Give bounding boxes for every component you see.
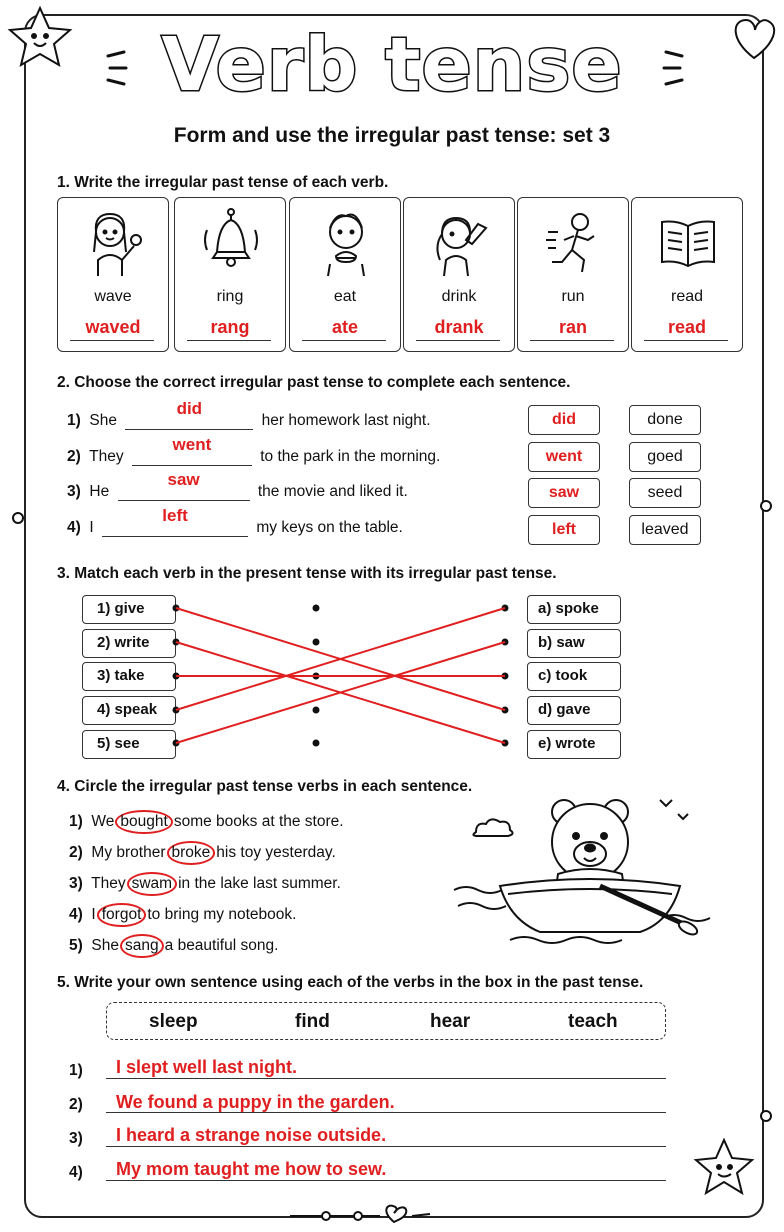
sentence bbox=[69, 810, 344, 834]
sentence-start: He bbox=[89, 483, 110, 500]
circled-verb[interactable]: bought bbox=[115, 810, 172, 834]
option-box[interactable]: done bbox=[629, 405, 701, 435]
sentence bbox=[69, 934, 278, 958]
past-verb-box[interactable]: d) gave bbox=[527, 696, 621, 725]
sentence-number: 2) bbox=[69, 844, 83, 861]
present-verb-box[interactable]: 1) give bbox=[82, 595, 176, 624]
sentence-end: my keys on the table. bbox=[256, 519, 403, 536]
sentence-end: to the park in the morning. bbox=[260, 448, 441, 465]
present-verb-box[interactable]: 3) take bbox=[82, 662, 176, 691]
sentence-end: some books at the store. bbox=[173, 813, 344, 830]
sentence-end: in the lake last summer. bbox=[178, 875, 341, 892]
sentence-number: 2) bbox=[69, 1096, 83, 1113]
answer-sentence[interactable]: We found a puppy in the garden. bbox=[116, 1092, 395, 1112]
answer-text[interactable]: rang bbox=[210, 317, 250, 337]
sentence-end: her homework last night. bbox=[261, 412, 431, 429]
sentence-number: 3) bbox=[69, 1130, 83, 1147]
circled-verb[interactable]: broke bbox=[167, 841, 216, 865]
answer-sentence[interactable]: I heard a strange noise outside. bbox=[116, 1125, 387, 1145]
sentence-start: She bbox=[91, 937, 120, 954]
answer-text[interactable]: waved bbox=[85, 317, 141, 337]
answer-text: saw bbox=[167, 470, 200, 489]
answer-sentence[interactable]: My mom taught me how to sew. bbox=[116, 1159, 387, 1179]
word-bank-item: sleep bbox=[149, 1011, 198, 1032]
present-verb-box[interactable]: 4) speak bbox=[82, 696, 176, 725]
word-bank-item: hear bbox=[430, 1011, 471, 1032]
answer-text: went bbox=[172, 435, 212, 454]
option-box-correct[interactable]: did bbox=[528, 405, 600, 435]
option-box[interactable]: seed bbox=[629, 478, 701, 508]
verb-label: drink bbox=[441, 288, 477, 305]
answer-text[interactable]: read bbox=[667, 317, 707, 337]
answer-line bbox=[106, 1078, 666, 1079]
sentence-number: 5) bbox=[69, 937, 83, 954]
sentence-end: to bring my notebook. bbox=[147, 906, 297, 923]
past-verb-box[interactable]: a) spoke bbox=[527, 595, 621, 624]
past-verb-box[interactable]: b) saw bbox=[527, 629, 621, 658]
q5-heading: 5. Write your own sentence using each of the verbs in the box in the past tense. bbox=[57, 974, 644, 991]
answer-text[interactable]: ran bbox=[558, 317, 587, 337]
q2-heading: 2. Choose the correct irregular past tense to complete each sentence. bbox=[57, 374, 571, 391]
sentence-start: They bbox=[89, 448, 124, 465]
sentence-number: 3) bbox=[69, 875, 83, 892]
answer-sentence[interactable]: I slept well last night. bbox=[116, 1057, 298, 1077]
verb-label: run bbox=[561, 288, 585, 305]
sentence-number: 4) bbox=[67, 519, 81, 536]
sentence bbox=[69, 903, 296, 927]
q4-heading: 4. Circle the irregular past tense verbs in each sentence. bbox=[57, 778, 473, 795]
past-verb-box[interactable]: e) wrote bbox=[527, 730, 621, 759]
sentence-number: 4) bbox=[69, 906, 83, 923]
verb-label: ring bbox=[216, 288, 244, 305]
answer-line bbox=[106, 1112, 666, 1113]
page-title: Verb tense bbox=[161, 22, 623, 108]
verb-label: wave bbox=[94, 288, 132, 305]
circled-verb[interactable]: swam bbox=[127, 872, 177, 896]
word-bank-item: teach bbox=[568, 1011, 618, 1032]
verb-label: eat bbox=[333, 288, 357, 305]
answer-line bbox=[106, 1146, 666, 1147]
answer-text: left bbox=[162, 506, 188, 525]
sentence-start: I bbox=[89, 519, 94, 536]
q1-heading: 1. Write the irregular past tense of each verb. bbox=[57, 174, 389, 191]
option-box-correct[interactable]: went bbox=[528, 442, 600, 472]
page-subtitle: Form and use the irregular past tense: set 3 bbox=[173, 124, 611, 147]
sentence-start: They bbox=[91, 875, 126, 892]
answer-text: did bbox=[176, 399, 203, 418]
answer-text[interactable]: ate bbox=[331, 317, 358, 337]
answer-text[interactable]: drank bbox=[434, 317, 484, 337]
circled-verb[interactable]: sang bbox=[120, 934, 164, 958]
option-box[interactable]: goed bbox=[629, 442, 701, 472]
sentence-number: 2) bbox=[67, 448, 81, 465]
sentence-number: 1) bbox=[67, 412, 81, 429]
sentence bbox=[69, 872, 341, 896]
sentence-number: 4) bbox=[69, 1164, 83, 1181]
circled-verb[interactable]: forgot bbox=[97, 903, 147, 927]
option-box-correct[interactable]: saw bbox=[528, 478, 600, 508]
sentence-start: I bbox=[91, 906, 96, 923]
sentence-end: a beautiful song. bbox=[164, 937, 279, 954]
option-box-correct[interactable]: left bbox=[528, 515, 600, 545]
sentence-number: 1) bbox=[69, 1062, 83, 1079]
past-verb-box[interactable]: c) took bbox=[527, 662, 621, 691]
word-bank-box bbox=[106, 1002, 666, 1040]
present-verb-box[interactable]: 5) see bbox=[82, 730, 176, 759]
sentence-end: his toy yesterday. bbox=[216, 844, 336, 861]
present-verb-box[interactable]: 2) write bbox=[82, 629, 176, 658]
sentence-start: She bbox=[89, 412, 118, 429]
word-bank-item: find bbox=[295, 1011, 330, 1032]
sentence bbox=[69, 841, 336, 865]
sentence-number: 1) bbox=[69, 813, 83, 830]
bear-rowing-boat-icon bbox=[450, 790, 710, 950]
q3-heading: 3. Match each verb in the present tense with its irregular past tense. bbox=[57, 565, 557, 582]
sentence-start: We bbox=[91, 813, 115, 830]
sentence-number: 3) bbox=[67, 483, 81, 500]
sentence-end: the movie and liked it. bbox=[257, 483, 408, 500]
option-box[interactable]: leaved bbox=[629, 515, 701, 545]
answer-line bbox=[106, 1180, 666, 1181]
verb-label: read bbox=[670, 288, 704, 305]
sentence-start: My brother bbox=[91, 844, 166, 861]
